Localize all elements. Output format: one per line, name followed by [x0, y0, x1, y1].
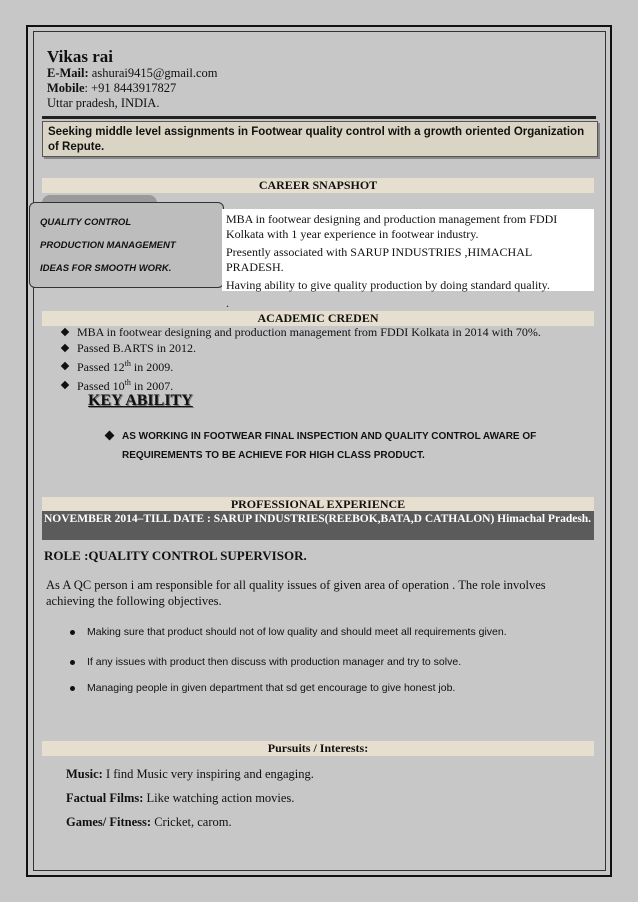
duty-text: Making sure that product should not of low quality and should meet all requirements given. [87, 626, 507, 638]
mobile-line [47, 81, 176, 96]
pursuit-item [66, 791, 294, 806]
skill-item: QUALITY CONTROL [40, 217, 132, 228]
email-label: E-Mail: [47, 66, 89, 80]
diamond-bullet-icon [61, 328, 69, 336]
summary-line: MBA in footwear designing and production management from FDDI Kolkata with 1 year experience in footwear industry. [226, 212, 558, 241]
pursuit-label: Games/ Fitness: [66, 815, 152, 829]
candidate-name: Vikas rai [47, 47, 113, 66]
key-ability-text: AS WORKING IN FOOTWEAR FINAL INSPECTION AND QUALITY CONTROL AWARE OF REQUIREMENTS TO BE ACHIEVE FOR HIGH CLASS PRODUCT. [122, 431, 537, 461]
pursuits-heading: Pursuits / Interests: [42, 741, 594, 756]
bullet-dot-icon [70, 630, 75, 635]
academic-item-text: Passed 12th in 2009. [77, 359, 174, 374]
pursuit-text: Cricket, carom. [151, 815, 232, 829]
mobile-value: : +91 8443917827 [84, 81, 177, 95]
diamond-bullet-icon [61, 344, 69, 352]
email-line [47, 66, 218, 81]
pursuit-text: Like watching action movies. [143, 791, 295, 805]
academic-list [60, 324, 541, 394]
list-item [60, 324, 541, 340]
duty-text: If any issues with product then discuss with production manager and try to solve. [87, 656, 462, 668]
experience-heading: PROFESSIONAL EXPERIENCE [42, 497, 594, 512]
pursuit-text: I find Music very inspiring and engaging. [102, 767, 314, 781]
duty-item [70, 656, 461, 668]
key-ability-item [104, 427, 564, 465]
pursuit-item [66, 815, 232, 830]
mobile-label: Mobile [47, 81, 85, 95]
skills-box [29, 202, 224, 288]
location: Uttar pradesh, INDIA. [47, 96, 160, 110]
diamond-bullet-icon [105, 431, 115, 441]
bullet-dot-icon [70, 686, 75, 691]
header-divider [42, 116, 596, 119]
diamond-bullet-icon [61, 361, 69, 369]
diamond-bullet-icon [61, 380, 69, 388]
duty-text: Managing people in given department that sd get encourage to give honest job. [87, 682, 456, 694]
skill-item: IDEAS FOR SMOOTH WORK. [40, 263, 172, 274]
employment-period: NOVEMBER 2014–TILL DATE : SARUP INDUSTRIES(REEBOK,BATA,D CATHALON) Himachal Pradesh. [42, 511, 594, 540]
email-value: ashurai9415@gmail.com [91, 66, 218, 80]
academic-item-text: MBA in footwear designing and production management from FDDI Kolkata in 2014 with 70%. [77, 325, 541, 339]
career-snapshot-heading: CAREER SNAPSHOT [42, 178, 594, 193]
duty-item [70, 626, 507, 638]
summary-line: Having ability to give quality production by doing standard quality. [226, 278, 550, 292]
pursuit-label: Music: [66, 767, 103, 781]
summary-line: Presently associated with SARUP INDUSTRIES ,HIMACHAL PRADESH. [226, 245, 532, 274]
pursuit-item [66, 767, 314, 782]
career-summary [222, 209, 594, 310]
duty-item [70, 682, 455, 694]
summary-line: . [226, 296, 229, 310]
key-ability-heading: KEY ABILITY [88, 392, 193, 409]
list-item [60, 356, 541, 375]
bullet-dot-icon [70, 660, 75, 665]
list-item [60, 340, 541, 356]
academic-item-text: Passed 10th in 2007. [77, 378, 174, 393]
academic-item-text: Passed B.ARTS in 2012. [77, 341, 196, 355]
objective-box: Seeking middle level assignments in Footwear quality control with a growth oriented Organization of Repute. [42, 121, 598, 157]
pursuit-label: Factual Films: [66, 791, 144, 805]
role-title: ROLE :QUALITY CONTROL SUPERVISOR. [44, 548, 307, 563]
academic-heading: ACADEMIC CREDEN [42, 311, 594, 326]
role-description: As A QC person i am responsible for all quality issues of given area of operation . The role involves achieving the following objectives. [46, 578, 546, 608]
skill-item: PRODUCTION MANAGEMENT [40, 240, 176, 251]
